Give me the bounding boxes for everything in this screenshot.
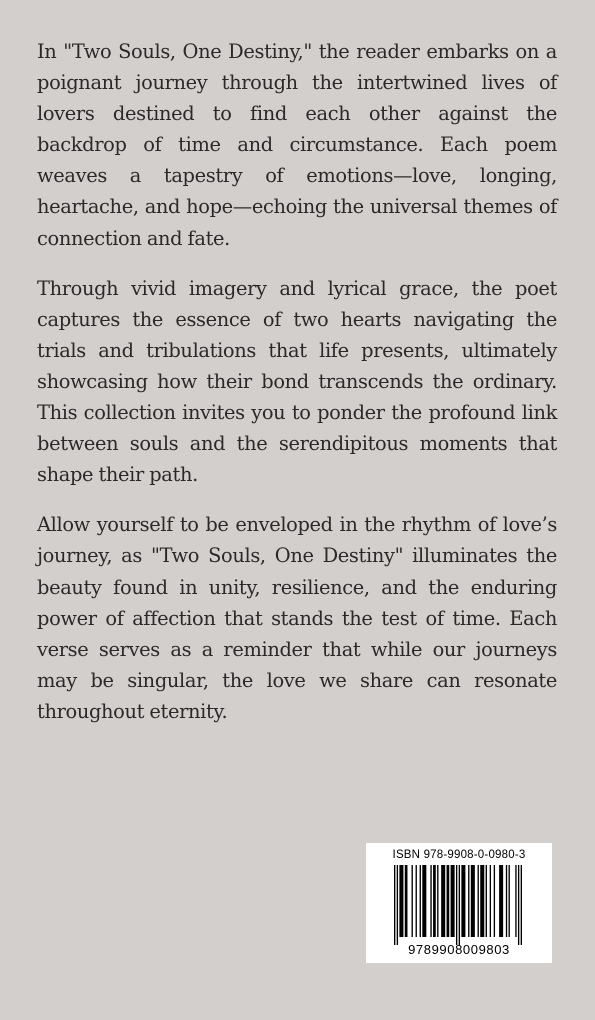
barcode-bar-20: [480, 865, 484, 937]
blurb-paragraph-2: Through vivid imagery and lyrical grace, the poet captures the essence of two hearts navigating the trials and tribulations that life presents, ultimately showcasing how their bond transcends the ordinary. This collection invites you to ponder the profound link between souls and the serendipitous moments that shape their path.: [37, 276, 557, 487]
barcode-bar-27: [515, 865, 516, 937]
barcode-digits: 9789908009803: [408, 942, 510, 957]
barcode-bar-19: [478, 865, 479, 937]
barcode-bar-5: [416, 865, 417, 937]
barcode-bar-7: [422, 865, 426, 937]
barcode-bar-13: [451, 865, 455, 937]
barcode-bar-29: [521, 865, 522, 945]
blurb-paragraph-1: In "Two Souls, One Destiny," the reader embarks on a poignant journey through the intertwined lives of lovers destined to find each other against the backdrop of time and circumstance. Each poem weaves a tapestry of emotions—love, longing, heartache, and hope—echoing the universal themes of connection and fate.: [37, 40, 557, 250]
barcode-bar-14: [456, 865, 457, 945]
barcode-bar-4: [412, 865, 413, 937]
ean13-barcode: [394, 865, 522, 945]
barcode-bar-3: [405, 865, 408, 937]
isbn-label: ISBN 978-9908-0-0980-3: [392, 849, 526, 861]
barcode-bar-17: [468, 865, 469, 937]
barcode-bar-6: [420, 865, 421, 937]
barcode-bar-15: [459, 865, 460, 945]
barcode-bar-18: [471, 865, 475, 937]
barcode-bar-8: [430, 865, 431, 937]
barcode-bar-1: [397, 865, 398, 945]
barcode-bar-23: [494, 865, 495, 937]
barcode-bar-25: [506, 865, 507, 937]
barcode-bar-24: [499, 865, 503, 937]
barcode-bar-26: [509, 865, 510, 937]
barcode-bar-12: [447, 865, 450, 937]
blurb-paragraph-3: Allow yourself to be enveloped in the rhythm of love’s journey, as "Two Souls, One Destiny" illuminates the beauty found in unity, resilience, and the enduring power of affection that stands the test of time. Each verse serves as a reminder that while our journeys may be singular, the love we share can resonate throughout eternity.: [37, 513, 557, 723]
isbn-barcode-panel: [366, 843, 552, 963]
barcode-bar-21: [486, 865, 487, 937]
barcode-bar-22: [490, 865, 491, 937]
barcode-bar-11: [441, 865, 445, 937]
barcode-bar-2: [399, 865, 403, 937]
barcode-bar-28: [518, 865, 519, 945]
barcode-bar-9: [433, 865, 436, 937]
barcode-bar-10: [437, 865, 438, 937]
barcode-bar-16: [461, 865, 465, 937]
barcode-bar-0: [394, 865, 395, 945]
back-cover-blurb: [37, 36, 557, 727]
